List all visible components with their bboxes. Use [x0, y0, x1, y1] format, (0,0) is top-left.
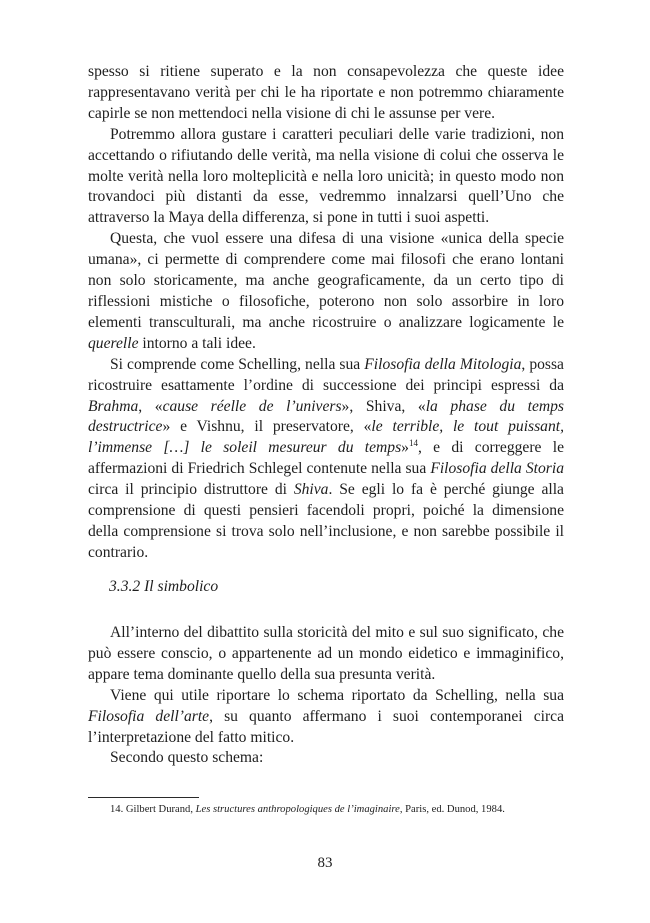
page-number: 83: [317, 855, 333, 871]
italic-text: Filosofia della Storia: [430, 460, 564, 478]
text-run: », Shiva, «: [341, 397, 426, 415]
footnote-separator: [88, 797, 199, 798]
italic-text: cause réelle de l’univers: [162, 397, 342, 415]
text-run: , su quanto affermano i suoi contemporanei circa l’interpretazione del fatto mitico.: [88, 707, 564, 746]
text-run: spesso si ritiene superato e la non consapevolezza che queste idee rappresentavano verità per chi le ha riportate e non potremmo chiaramente capirle se non mettendoci nella visione di chi le assunse per vere.: [88, 63, 564, 122]
text-run: Questa, che vuol essere una difesa di una visione «unica della specie umana», ci permette di comprendere come mai filosofi che erano lontani non solo storicamente, ma anche geograficamente, da un certo tipo di riflessioni mistiche o filosofiche, poterono non solo assorbire in loro elementi transculturali, ma anche ricostruire o analizzare logicamente le: [88, 230, 564, 331]
paragraph: [88, 125, 564, 230]
italic-text: la phase du temps destructrice: [88, 397, 564, 436]
text-run: , e di correggere le affermazioni di Friedrich Schlegel contenute nella sua: [88, 439, 564, 478]
italic-text: le terrible, le tout puissant, l’immense […] le soleil mesureur du temps: [88, 418, 565, 457]
text-run: , «: [138, 397, 163, 415]
text-run: Viene qui utile riportare lo schema riportato da Schelling, nella sua: [110, 686, 564, 704]
italic-text: Filosofia dell’arte: [88, 707, 210, 725]
text-run: Secondo questo schema:: [110, 749, 264, 767]
section-heading: 3.3.2 Il simbolico: [109, 578, 219, 595]
text-run: , possa ricostruire esattamente l’ordine di successione dei principi espressi da: [88, 355, 564, 394]
text-run: »: [401, 439, 409, 457]
text-run: . Se egli lo fa è perché giunge alla comprensione di questi pensieri facendoli propri, poiché la dimensione della comprensione si trova solo nell’inclusione, e non sarebbe possibile il contrario.: [88, 481, 564, 561]
paragraph: [88, 748, 564, 769]
text-run: Potremmo allora gustare i caratteri peculiari delle varie tradizioni, non accettando o rifiutando delle verità, ma nella visione di colui che osserva le molte verità nella loro molteplicità e nella loro unicità; in questo modo non trovandoci più distanti da esse, vedremmo innalzarsi quell’Uno che attraverso la Maya della differenza, si pone in tutti i suoi aspetti.: [88, 125, 564, 227]
footnote: [110, 803, 570, 816]
paragraph: [88, 355, 564, 564]
footnote-ref: 14: [408, 438, 418, 449]
text-run: All’interno del dibattito sulla storicità del mito e sul suo significato, che può essere conscio, o appartenente ad un mondo eidetico e immaginifico, appare tema dominante quello della sua presunta verità.: [88, 624, 564, 683]
section-text-block: [88, 623, 564, 769]
paragraph: [88, 623, 564, 686]
paragraph: [88, 686, 564, 749]
text-run: » e Vishnu, il preservatore, «: [162, 418, 372, 436]
text-run: Si comprende come Schelling, nella sua: [110, 355, 365, 373]
italic-text: Brahma: [88, 397, 139, 415]
paragraph: [88, 229, 564, 354]
italic-text: querelle: [88, 334, 139, 352]
text-run: circa il principio distruttore di: [88, 481, 294, 499]
text-run: , Paris, ed. Dunod, 1984.: [399, 804, 505, 815]
text-run: intorno a tali idee.: [138, 334, 256, 352]
text-run: 14. Gilbert Durand,: [110, 804, 196, 815]
main-text-block: [88, 62, 564, 564]
italic-text: Les structures anthropologiques de l’imaginaire: [195, 804, 400, 815]
paragraph: [88, 62, 564, 125]
italic-text: Shiva: [293, 481, 329, 499]
italic-text: Filosofia della Mitologia: [364, 355, 522, 373]
